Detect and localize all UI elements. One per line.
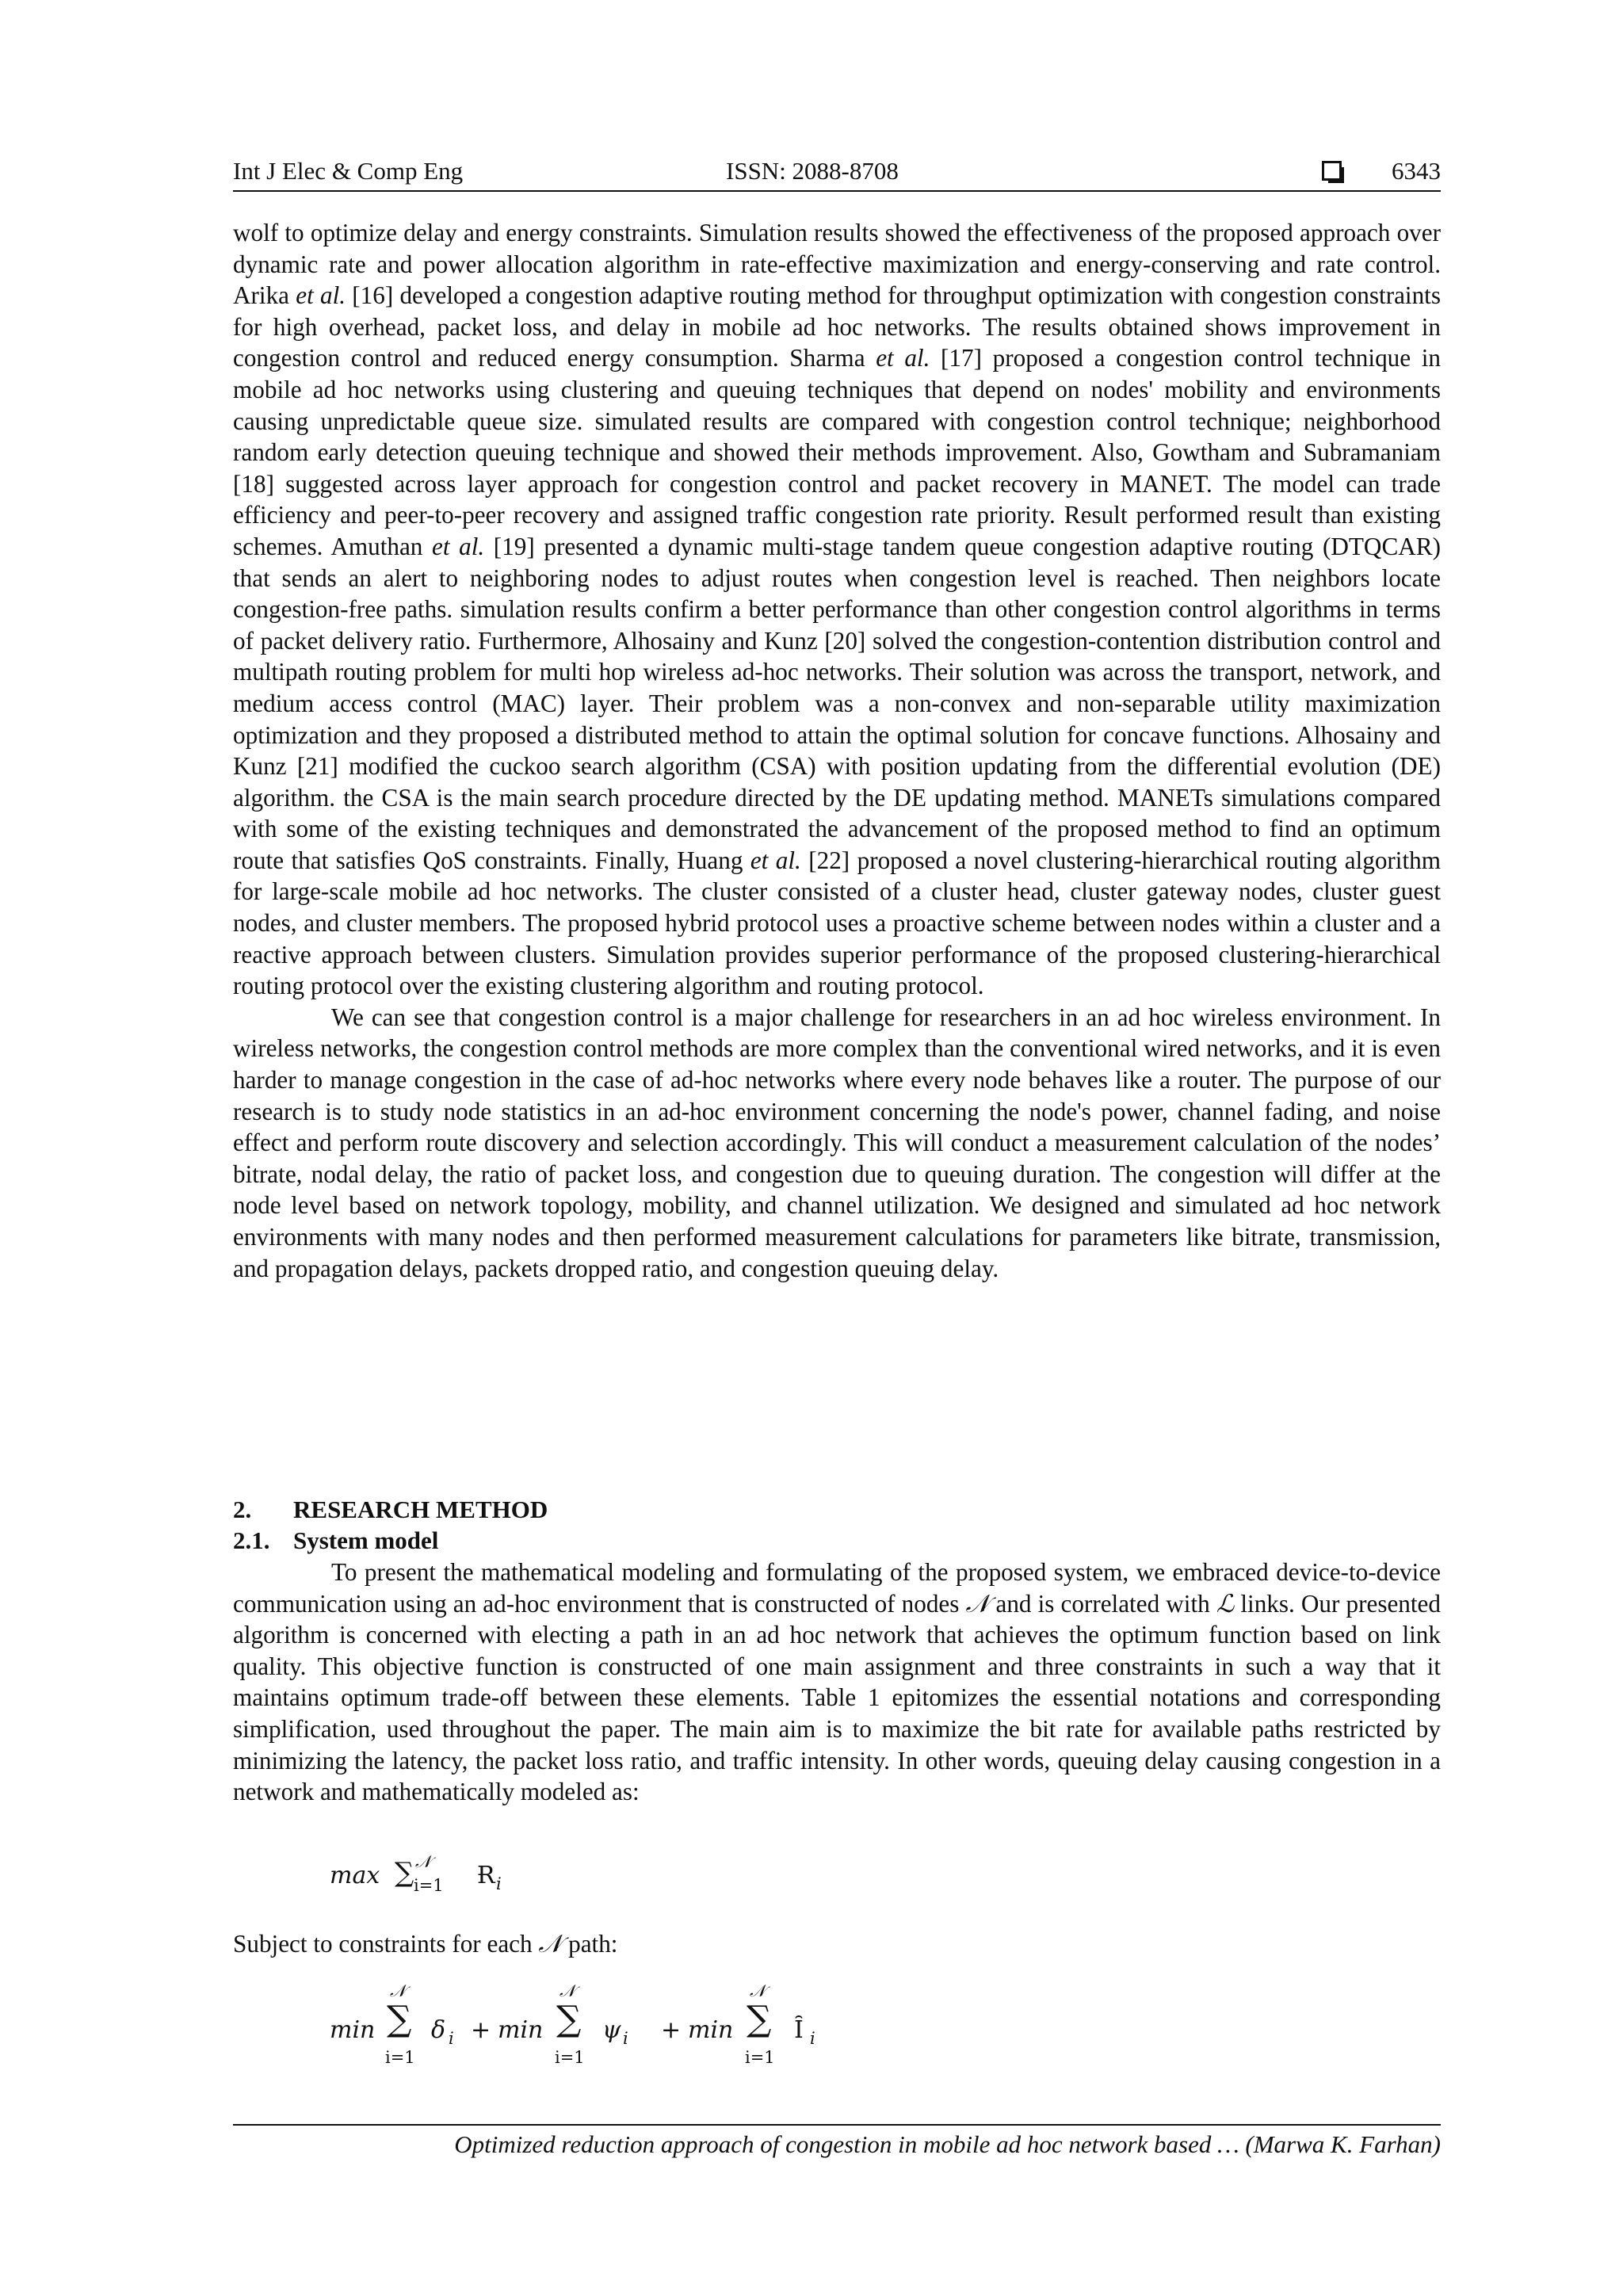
subscript-i: i <box>623 2029 628 2048</box>
delay-variable: δ <box>431 2016 446 2044</box>
sum-lower-limit: i=1 <box>745 2048 775 2067</box>
et-al: et al. <box>876 344 930 372</box>
text-run: wolf to optimize delay and energy constraints. Simulation results showed the effectiveness of the proposed approach over dynamic rate and power allocation algorithm in rate-effective maximization and energy-conserving and rate control. Arika <box>233 219 1441 310</box>
header-rule <box>233 190 1441 192</box>
issn: ISSN: 2088-8708 <box>726 157 899 185</box>
subscript-i: i <box>810 2029 815 2048</box>
constraint-intro <box>233 1928 617 1960</box>
rate-variable: Ɍ <box>477 1862 495 1889</box>
sum-symbol: ∑ <box>387 1999 412 2039</box>
running-footer: Optimized reduction approach of congestion in mobile ad hoc network based … (Marwa K. Farhan) <box>454 2130 1441 2158</box>
body-text-top <box>233 217 1441 1284</box>
section-number: 2. <box>233 1496 252 1523</box>
running-header <box>233 154 1441 189</box>
subscript-i: i <box>449 2029 454 2048</box>
et-al: et al. <box>432 532 485 560</box>
constraint-equation <box>330 1981 884 2076</box>
text-run: links. Our presented algorithm is concerned with electing a path in an ad hoc network that achieves the optimum function based on link quality. This objective function is constructed of one main assignment and three constraints in such a way that it maintains optimum trade-off between these elements. Table 1 epitomizes the essential notations and corresponding simplification, used throughout the paper. The main aim is to maximize the bit rate for available paths restricted by minimizing the latency, the packet loss ratio, and traffic intensity. In other words, queuing delay causing congestion in a network and mathematically modeled as: <box>233 1589 1441 1806</box>
intensity-variable: Ȋ <box>794 2016 804 2044</box>
paragraph-motivation: We can see that congestion control is a major challenge for researchers in an ad hoc wireless environment. In wireless networks, the congestion control methods are more complex than the conventional wired networks, and it is even harder to manage congestion in the case of ad-hoc networks where every node behaves like a router. The purpose of our research is to study node statistics in an ad-hoc environment concerning the node's power, channel fading, and noise effect and perform route discovery and selection accordingly. This will conduct a measurement calculation of the nodes’ bitrate, nodal delay, the ratio of packet loss, and congestion due to queuing duration. The congestion will differ at the node level based on network topology, mobility, and channel utilization. We designed and simulated ad hoc network environments with many nodes and then performed measurement calculations for parameters like bitrate, transmission, and propagation delays, packets dropped ratio, and congestion queuing delay. <box>233 1003 1441 1282</box>
paragraph-related-work <box>233 217 1441 1002</box>
sum-symbol: ∑ <box>747 1999 772 2039</box>
sum-lower-limit: i=1 <box>414 1876 444 1895</box>
text-run: and is correlated with <box>989 1589 1216 1618</box>
page-number: 6343 <box>1392 157 1441 185</box>
subsection-number: 2.1. <box>233 1526 270 1554</box>
nodes-symbol: 𝒩 <box>538 1930 563 1958</box>
text-run: [16] developed a congestion adaptive routing method for throughput optimization with congestion constraints for high overhead, packet loss, and delay in mobile ad hoc networks. The results obtained shows improvement in congestion control and reduced energy consumption. Sharma <box>233 281 1441 372</box>
section-heading <box>233 1494 548 1525</box>
sum-lower-limit: i=1 <box>555 2048 585 2067</box>
footer-rule <box>233 2124 1441 2126</box>
checkbox-square-icon <box>1322 161 1342 181</box>
plus-sign: + <box>471 2016 491 2044</box>
text-run: [19] presented a dynamic multi-stage tandem queue congestion adaptive routing (DTQCAR) that sends an alert to neighboring nodes to adjust routes when congestion level is reached. Then neighbors locate congestion-free paths. simulation results confirm a better performance than other congestion control algorithms in terms of packet delivery ratio. Furthermore, Alhosainy and Kunz [20] solved the congestion-contention distribution control and multipath routing problem for multi hop wireless ad-hoc networks. Their solution was across the transport, network, and medium access control (MAC) layer. Their problem was a non-convex and non-separable utility maximization optimization and they proposed a distributed method to attain the optimal solution for concave functions. Alhosainy and Kunz [21] modified the cuckoo search algorithm (CSA) with position updating from the differential evolution (DE) algorithm. the CSA is the main search procedure directed by the DE updating method. MANETs simulations compared with some of the existing techniques and demonstrated the advancement of the proposed method to find an optimum route that satisfies QoS constraints. Finally, Huang <box>233 532 1441 874</box>
min-operator: min <box>330 2016 376 2044</box>
sum-upper-limit: 𝒩 <box>415 1852 432 1871</box>
body-text-system-model <box>233 1557 1441 1808</box>
text-run: To present the mathematical modeling and formulating of the proposed system, we embraced device-to-device communication using an ad-hoc environment that is constructed of nodes <box>233 1558 1441 1618</box>
sum-lower-limit: i=1 <box>385 2048 415 2067</box>
min-operator: min <box>688 2016 734 2044</box>
sum-symbol: ∑ <box>395 1857 414 1889</box>
paragraph-system-model <box>233 1557 1441 1808</box>
min-operator: min <box>498 2016 544 2044</box>
sum-upper-limit: 𝒩 <box>559 1981 576 2000</box>
text-run: [22] proposed a novel clustering-hierarchical routing algorithm for large-scale mobile ad hoc networks. The cluster consisted of a cluster head, cluster gateway nodes, cluster guest nodes, and cluster members. The proposed hybrid protocol uses a proactive scheme between nodes within a cluster and a reactive approach between clusters. Simulation provides superior performance of the proposed clustering-hierarchical routing protocol over the existing clustering algorithm and routing protocol. <box>233 846 1441 1000</box>
plus-sign: + <box>661 2016 682 2044</box>
section-title: RESEARCH METHOD <box>293 1496 548 1523</box>
nodes-symbol: 𝒩 <box>965 1589 990 1618</box>
subscript-i: i <box>496 1874 502 1893</box>
et-al: et al. <box>296 281 346 310</box>
sum-upper-limit: 𝒩 <box>390 1981 407 2000</box>
objective-equation <box>330 1852 647 1904</box>
text-run: [17] proposed a congestion control technique in mobile ad hoc networks using clustering and queuing techniques that depend on nodes' mobility and environments causing unpredictable queue size. simulated results are compared with congestion control technique; neighborhood random early detection queuing technique and showed their methods improvement. Also, Gowtham and Subramaniam [18] suggested across layer approach for congestion control and packet recovery in MANET. The model can trade efficiency and peer-to-peer recovery and assigned traffic congestion rate priority. Result performed result than existing schemes. Amuthan <box>233 344 1441 560</box>
subsection-title: System model <box>293 1526 439 1554</box>
links-symbol: ℒ <box>1216 1589 1235 1618</box>
text-run: Subject to constraints for each <box>233 1930 539 1958</box>
sum-symbol: ∑ <box>556 1999 582 2039</box>
journal-name: Int J Elec & Comp Eng <box>233 157 464 185</box>
subsection-heading <box>233 1525 438 1556</box>
loss-variable: ψ <box>602 2016 621 2044</box>
et-al: et al. <box>750 846 801 874</box>
sum-upper-limit: 𝒩 <box>750 1981 766 2000</box>
text-run: path: <box>562 1930 618 1958</box>
max-operator: max <box>330 1862 380 1889</box>
